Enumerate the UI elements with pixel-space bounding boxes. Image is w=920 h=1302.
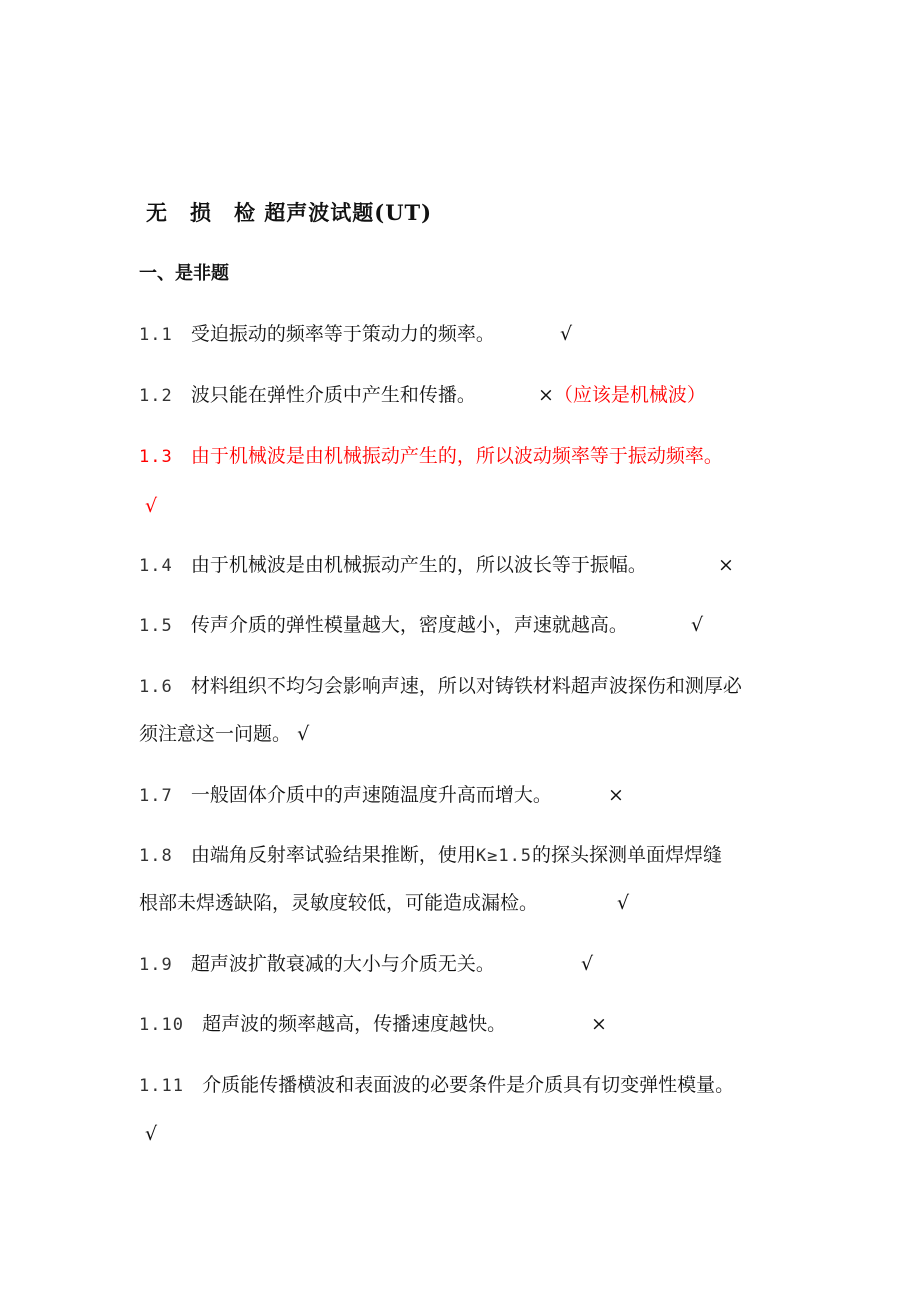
- question-text: 根部未焊透缺陷，灵敏度较低，可能造成漏检。: [139, 892, 539, 914]
- answer-mark: ×: [608, 784, 624, 806]
- answer-mark: √: [581, 953, 594, 975]
- question-1-5: [139, 613, 628, 638]
- question-1-1: [139, 322, 495, 347]
- question-1-9: [139, 952, 495, 977]
- question-1-4: [139, 553, 647, 578]
- question-number: 1.2: [139, 386, 173, 406]
- question-text: 受迫振动的频率等于策动力的频率。: [190, 323, 495, 345]
- question-text: 介质能传播横波和表面波的必要条件是介质具有切变弹性模量。: [202, 1074, 735, 1096]
- question-number: 1.11: [139, 1076, 184, 1096]
- answer-mark: √: [691, 614, 704, 636]
- section-heading: 一、是非题: [139, 263, 229, 284]
- page-title: 无 损 检 超声波试题(UT): [146, 200, 433, 225]
- question-1-6-continued: [139, 722, 309, 746]
- question-text: 由端角反射率试验结果推断，使用: [190, 844, 476, 866]
- question-number: 1.1: [139, 325, 173, 345]
- question-number: 1.4: [139, 556, 173, 576]
- question-number: 1.9: [139, 955, 173, 975]
- question-text: 须注意这一问题。: [139, 723, 292, 745]
- question-1-2: [139, 383, 476, 408]
- question-number: 1.5: [139, 616, 173, 636]
- question-text: 由于机械波是由机械振动产生的，所以波长等于振幅。: [190, 554, 647, 576]
- answer-mark: √: [560, 323, 573, 345]
- question-text: 超声波扩散衰减的大小与介质无关。: [190, 953, 495, 975]
- question-1-11: [139, 1073, 734, 1098]
- answer-mark: √: [145, 495, 158, 517]
- question-1-10: [139, 1012, 506, 1037]
- question-number: 1.8: [139, 846, 173, 866]
- question-1-3: [139, 444, 723, 469]
- question-text: 由于机械波是由机械振动产生的，所以波动频率等于振动频率。: [190, 445, 723, 467]
- answer-mark: √: [617, 892, 630, 914]
- question-1-8: [139, 843, 722, 868]
- question-number: 1.7: [139, 786, 173, 806]
- answer-mark: √: [145, 1123, 158, 1145]
- probe-angle-value: K≥1.5: [475, 846, 533, 866]
- question-number: 1.3: [139, 447, 173, 467]
- question-number: 1.6: [139, 677, 173, 697]
- answer-note: （应该是机械波）: [553, 384, 706, 406]
- answer-mark: ×: [591, 1013, 607, 1035]
- question-text: 波只能在弹性介质中产生和传播。: [190, 384, 476, 406]
- question-number: 1.10: [139, 1015, 184, 1035]
- question-text: 的探头探测单面焊焊缝: [532, 844, 723, 866]
- question-1-8-continued: [139, 891, 538, 915]
- answer-mark: √: [297, 723, 310, 745]
- answer-group: [538, 383, 706, 407]
- question-text: 一般固体介质中的声速随温度升高而增大。: [190, 784, 552, 806]
- answer-mark: ×: [718, 554, 734, 576]
- question-text: 材料组织不均匀会影响声速，所以对铸铁材料超声波探伤和测厚必: [190, 675, 742, 697]
- question-1-7: [139, 783, 552, 808]
- question-1-6: [139, 674, 742, 699]
- question-text: 超声波的频率越高，传播速度越快。: [202, 1013, 507, 1035]
- answer-mark: ×: [538, 384, 554, 406]
- question-text: 传声介质的弹性模量越大，密度越小，声速就越高。: [190, 614, 628, 636]
